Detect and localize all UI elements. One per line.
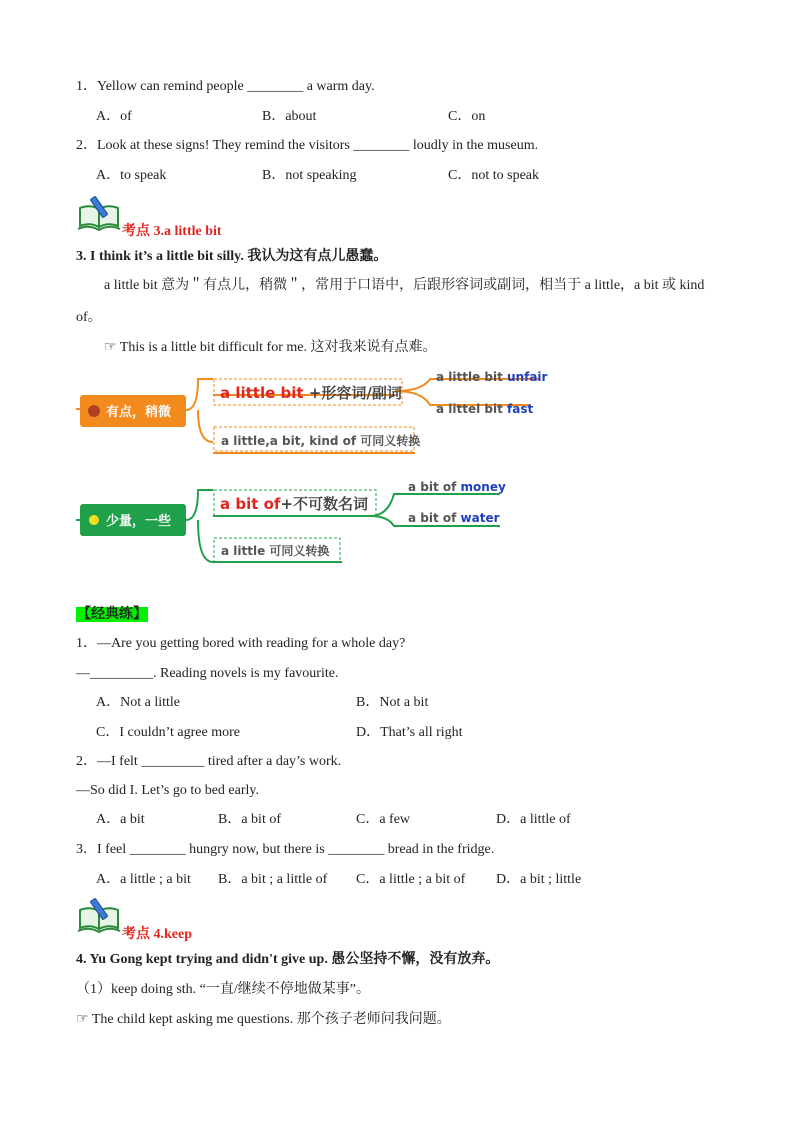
explanation-line-2: of。 bbox=[76, 310, 102, 325]
option-a: A．a bit bbox=[96, 812, 145, 827]
option-b: B．not speaking bbox=[262, 168, 357, 183]
section-3-heading: 3. I think it’s a little bit silly. 我认为这有点儿愚蠢。 bbox=[76, 249, 388, 264]
svg-text:a little bit +形容词/副词 bbox=[220, 384, 402, 402]
pointing-hand-icon: ☞ bbox=[104, 340, 117, 355]
mindmap-2-leaf-2-prefix: a bit of bbox=[408, 511, 461, 525]
mindmap-1-leaf-2-prefix: a littel bit bbox=[436, 402, 508, 416]
mindmap-1-leaf-2-word: fast bbox=[507, 402, 534, 416]
book-pencil-icon bbox=[76, 196, 124, 234]
mindmap-1-branch-rule: +形容词/副词 bbox=[303, 384, 402, 402]
option-b: B．a bit of bbox=[218, 812, 281, 827]
mindmap-2-leaf-2-word: water bbox=[460, 511, 500, 525]
mindmap-2-branch-rule: +不可数名词 bbox=[280, 495, 369, 513]
section-4-title: 考点 4.keep bbox=[122, 927, 192, 942]
rule-keep-doing: （1）keep doing sth. “一直/继续不停地做某事”。 bbox=[76, 982, 370, 997]
classic-q3-stem: 3．I feel ________ hungry now, but there is ________ bread in the fridge. bbox=[76, 842, 495, 857]
svg-text:a little bit unfair bbox=[436, 370, 548, 384]
mindmap-1-leaf-1-word: unfair bbox=[507, 370, 548, 384]
option-c: C．on bbox=[448, 109, 486, 124]
option-c: C．a little ; a bit of bbox=[356, 872, 466, 887]
option-b: B．about bbox=[262, 109, 317, 124]
option-c: C．not to speak bbox=[448, 168, 539, 183]
svg-text:a bit of money bbox=[408, 480, 506, 494]
option-a: A．to speak bbox=[96, 168, 167, 183]
section-4-heading: 4. Yu Gong kept trying and didn't give up. 愚公坚持不懈，没有放弃。 bbox=[76, 952, 500, 967]
option-d: D．That’s all right bbox=[356, 725, 463, 740]
mindmap-1-root-label: 有点，稍微 bbox=[106, 405, 172, 420]
option-b: B．Not a bit bbox=[356, 695, 429, 710]
example-text: This is a little bit difficult for me. 这对我来说有点难。 bbox=[119, 340, 437, 355]
mindmap-2-leaf-1-prefix: a bit of bbox=[408, 480, 461, 494]
svg-text:a littel bit fast bbox=[436, 402, 533, 416]
option-d: D．a bit ; little bbox=[496, 872, 582, 887]
explanation-line-1: a little bit 意为＂有点儿，稍微＂，常用于口语中，后跟形容词或副词，相当于 a little，a bit 或 kind bbox=[104, 278, 705, 293]
option-b: B．a bit ; a little of bbox=[218, 872, 328, 887]
option-a: A．Not a little bbox=[96, 695, 180, 710]
svg-text:a bit of+不可数名词 bbox=[220, 495, 368, 513]
classic-q2-stem: 2．—I felt _________ tired after a day’s work. bbox=[76, 754, 342, 769]
classic-q1-reply: —_________. Reading novels is my favourite. bbox=[76, 666, 339, 681]
mindmap-2-branch-keyword: a bit of bbox=[220, 495, 281, 513]
mindmap-1-leaf-1-prefix: a little bit bbox=[436, 370, 508, 384]
classic-q2-reply: —So did I. Let’s go to bed early. bbox=[76, 783, 260, 798]
mindmap-2-branch-2-label: a little 可同义转换 bbox=[221, 544, 330, 558]
classic-practice-label: 【经典练】 bbox=[77, 607, 147, 622]
pointing-hand-icon: ☞ bbox=[76, 1012, 89, 1027]
example-sentence bbox=[104, 339, 436, 357]
classic-q1-stem: 1．—Are you getting bored with reading for a whole day? bbox=[76, 636, 406, 651]
option-a: A．a little ; a bit bbox=[96, 872, 191, 887]
option-a: A．of bbox=[96, 109, 132, 124]
option-d: D．a little of bbox=[496, 812, 571, 827]
mindmap-2-root-label: 少量，一些 bbox=[106, 514, 172, 529]
mindmap-1-branch-2-label: a little,a bit, kind of 可同义转换 bbox=[221, 434, 421, 448]
question-2-stem: 2．Look at these signs! They remind the visitors ________ loudly in the museum. bbox=[76, 138, 539, 153]
option-c: C．I couldn’t agree more bbox=[96, 725, 240, 740]
mindmap-a-little-bit bbox=[70, 365, 550, 457]
question-1-stem: 1．Yellow can remind people ________ a warm day. bbox=[76, 79, 375, 94]
example-sentence bbox=[76, 1011, 451, 1029]
book-pencil-icon bbox=[76, 898, 124, 936]
svg-text:a bit of water bbox=[408, 511, 500, 525]
mindmap-a-bit-of bbox=[70, 474, 550, 568]
mindmap-2-leaf-1-word: money bbox=[460, 480, 506, 494]
section-3-title: 考点 3.a little bit bbox=[122, 224, 222, 239]
option-c: C．a few bbox=[356, 812, 411, 827]
example-text: The child kept asking me questions. 那个孩子老师问我问题。 bbox=[91, 1012, 451, 1027]
mindmap-1-branch-keyword: a little bit bbox=[220, 384, 304, 402]
